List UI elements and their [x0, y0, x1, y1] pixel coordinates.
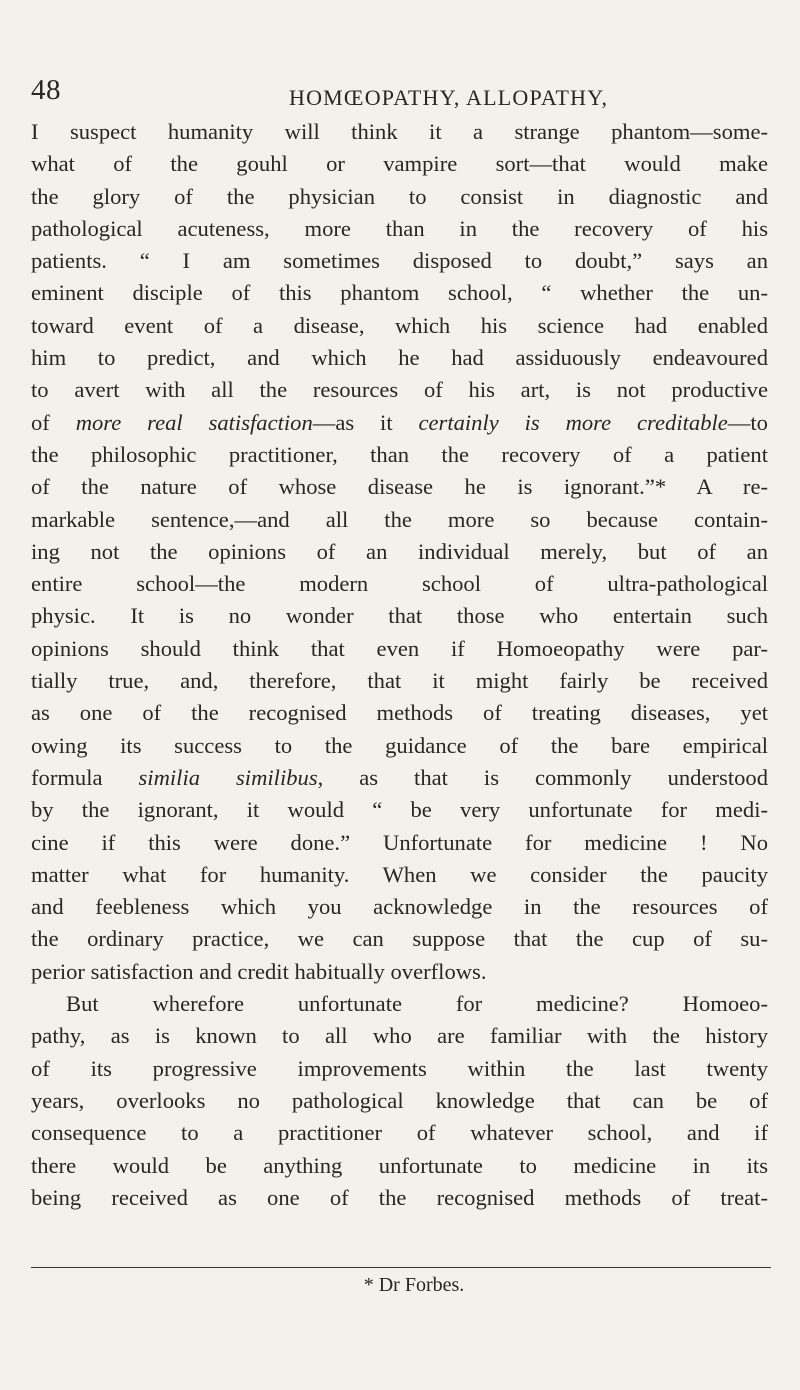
text-line: as one of the recognised methods of treating diseases, yet — [31, 700, 768, 726]
text-line: the philosophic practitioner, than the recovery of a patient — [31, 441, 768, 467]
running-head — [0, 74, 800, 114]
page-number: 48 — [31, 74, 61, 106]
footnote: * Dr Forbes. — [363, 1274, 465, 1296]
text-line: pathy, as is known to all who are familiar with the history — [31, 1023, 768, 1049]
text-line: perior satisfaction and credit habitually overflows. — [31, 958, 487, 984]
text-line: matter what for humanity. When we consider the paucity — [31, 861, 768, 887]
text-line: of more real satisfaction—as it certainly is more creditable—to — [31, 409, 768, 435]
text-line: by the ignorant, it would “ be very unfortunate for medi- — [31, 797, 768, 823]
text-line: the glory of the physician to consist in diagnostic and — [31, 183, 768, 209]
body-text — [31, 116, 768, 1214]
text-line: physic. It is no wonder that those who entertain such — [31, 603, 768, 629]
text-line: patients. “ I am sometimes disposed to doubt,” says an — [31, 248, 768, 274]
text-line: eminent disciple of this phantom school, “ whether the un- — [31, 280, 768, 306]
text-line: pathological acuteness, more than in the recovery of his — [31, 215, 768, 241]
text-line: consequence to a practitioner of whatever school, and if — [31, 1120, 768, 1146]
text-line: years, overlooks no pathological knowledge that can be of — [31, 1087, 768, 1113]
text-line: But wherefore unfortunate for medicine? Homoeo- — [66, 991, 768, 1017]
text-line: to avert with all the resources of his art, is not productive — [31, 377, 768, 403]
text-line: what of the gouhl or vampire sort—that would make — [31, 151, 768, 177]
text-line: him to predict, and which he had assiduously endeavoured — [31, 345, 768, 371]
footnote-divider — [31, 1267, 771, 1268]
text-line: cine if this were done.” Unfortunate for medicine ! No — [31, 829, 768, 855]
text-line: entire school—the modern school of ultra-pathological — [31, 571, 768, 597]
text-line: the ordinary practice, we can suppose that the cup of su- — [31, 926, 768, 952]
text-line: opinions should think that even if Homoeopathy were par- — [31, 635, 768, 661]
text-line: there would be anything unfortunate to medicine in its — [31, 1152, 768, 1178]
text-line: ing not the opinions of an individual merely, but of an — [31, 538, 768, 564]
running-title: HOMŒOPATHY, ALLOPATHY, — [289, 85, 609, 110]
text-line: of the nature of whose disease he is ignorant.”* A re- — [31, 474, 768, 500]
text-line: being received as one of the recognised methods of treat- — [31, 1184, 768, 1210]
text-line: and feebleness which you acknowledge in the resources of — [31, 894, 768, 920]
text-line: toward event of a disease, which his science had enabled — [31, 312, 768, 338]
text-line: owing its success to the guidance of the bare empirical — [31, 732, 768, 758]
text-line: I suspect humanity will think it a strange phantom—some- — [31, 119, 768, 144]
text-line: of its progressive improvements within the last twenty — [31, 1055, 768, 1081]
text-line: tially true, and, therefore, that it might fairly be received — [31, 668, 768, 694]
text-line: markable sentence,—and all the more so because contain- — [31, 506, 768, 532]
text-line: formula similia similibus, as that is commonly understood — [31, 764, 768, 790]
